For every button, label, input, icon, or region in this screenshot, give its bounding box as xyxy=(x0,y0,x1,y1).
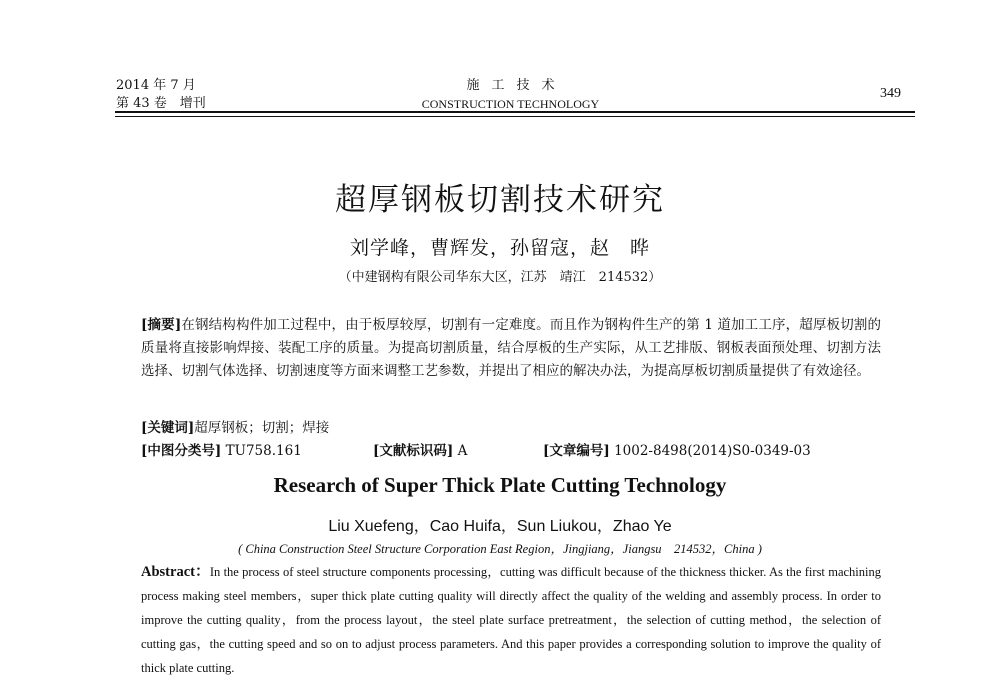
doc-code-label: [文献标识码] xyxy=(373,443,454,459)
running-header-center xyxy=(403,77,618,113)
article-title-en: Research of Super Thick Plate Cutting Technology xyxy=(273,473,727,497)
doc-code-value: A xyxy=(457,443,468,459)
keywords-label: [关键词] xyxy=(141,420,195,436)
article-number xyxy=(543,439,811,459)
article-no-value: 1002-8498(2014)S0-0349-03 xyxy=(614,443,811,459)
keywords-text: 超厚钢板；切割；焊接 xyxy=(194,420,330,436)
article-title-cn: 超厚钢板切割技术研究 xyxy=(335,182,665,218)
journal-name-cn: 施工技术 xyxy=(466,78,567,93)
document-code xyxy=(373,439,467,459)
clc-value: TU758.161 xyxy=(225,443,302,459)
authors-cn: 刘学峰，曹辉发，孙留寇，赵 晔 xyxy=(349,237,650,259)
volume-issue: 第 43 卷 增刊 xyxy=(116,96,206,111)
abstract-cn xyxy=(141,314,881,383)
affiliation-cn: （中建钢构有限公司华东大区，江苏 靖江 214532） xyxy=(338,270,662,285)
abstract-en-text: In the process of steel structure components processing，cutting was difficult because of the thickness thicker. As the first machining process making steel members，super thick plate cutting quality will directly affect the quality of the welding and assembly process. In order to improve the cutting quality，from the process layout，the steel plate surface pretreatment，the selection of cutting method，the selection of cutting gas，the cutting speed and so on to adjust process parameters. And this paper provides a corresponding solution to improve the quality of thick plate cutting. xyxy=(141,565,881,675)
abstract-en-label: Abstract： xyxy=(141,564,210,580)
affiliation-en: ( China Construction Steel Structure Corporation East Region，Jingjiang，Jiangsu 214532，China ) xyxy=(238,542,762,556)
header-rule-thick xyxy=(115,111,915,113)
abstract-en xyxy=(141,560,881,680)
keywords xyxy=(141,416,329,436)
journal-name-en: CONSTRUCTION TECHNOLOGY xyxy=(421,97,600,111)
abstract-cn-text: 在钢结构构件加工过程中，由于板厚较厚，切割有一定难度。而且作为钢构件生产的第 1 道加工工序，超厚板切割的质量将直接影响焊接、装配工序的质量。为提高切割质量，结合厚板的生产实际，从工艺排版、钢板表面预处理、切割方法选择、切割气体选择、切割速度等方面来调整工艺参数，并提出了相应的解决办法，为提高厚板切割质量提供了有效途径。 xyxy=(141,317,881,379)
header-rule-thin xyxy=(115,116,915,117)
article-no-label: [文章编号] xyxy=(543,443,610,459)
clc-number xyxy=(141,439,302,459)
page-number: 349 xyxy=(880,86,901,101)
clc-label: [中图分类号] xyxy=(141,443,222,459)
running-header-left xyxy=(116,77,206,113)
abstract-cn-label: [摘要] xyxy=(141,317,182,333)
issue-date: 2014 年 7 月 xyxy=(116,78,196,93)
authors-en: Liu Xuefeng，Cao Huifa，Sun Liukou，Zhao Ye xyxy=(328,518,672,535)
